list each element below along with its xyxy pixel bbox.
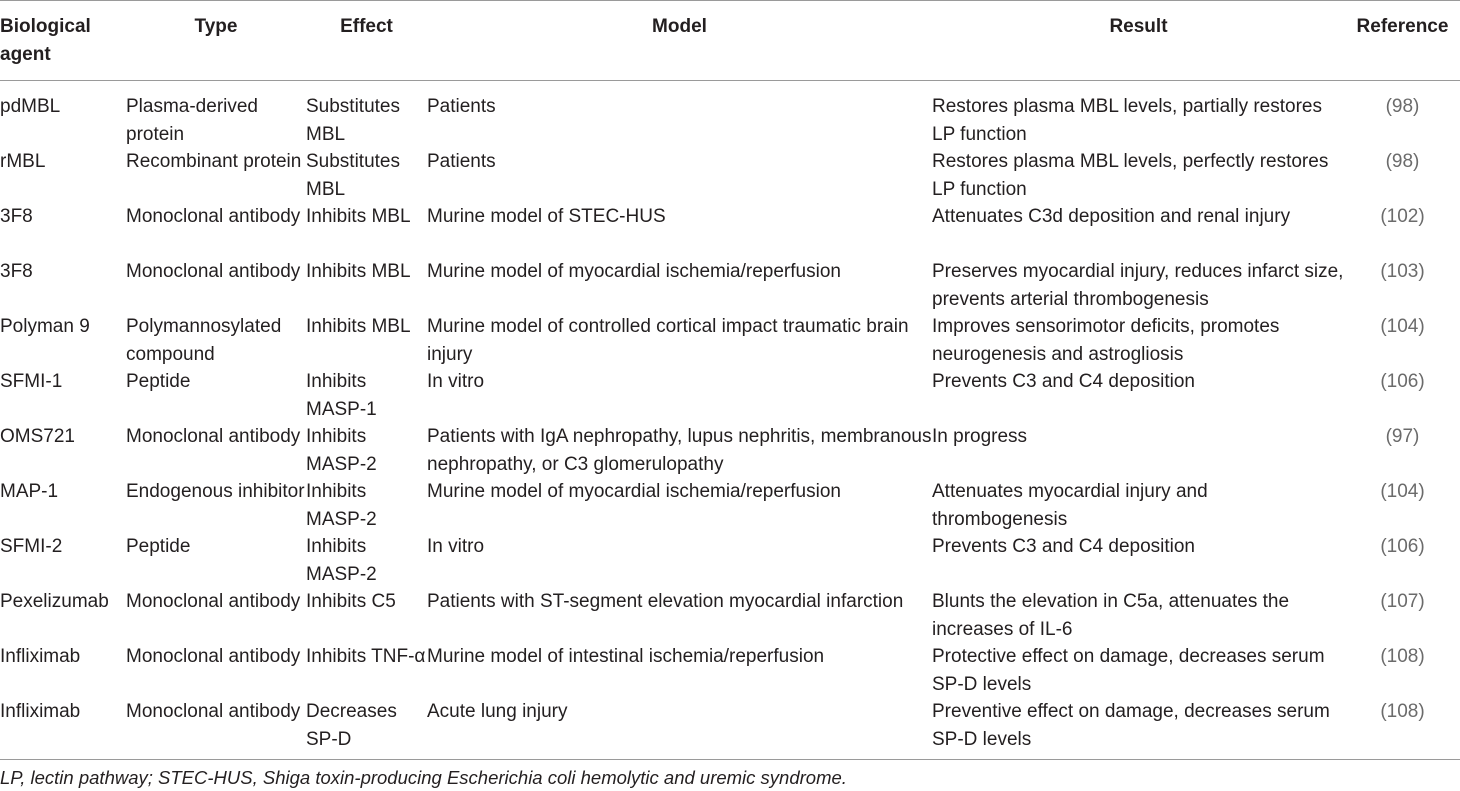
cell-effect: Substitutes MBL — [306, 96, 400, 145]
table-footnote: LP, lectin pathway; STEC-HUS, Shiga toxin-producing Escherichia coli hemolytic and uremic syndrome. — [0, 767, 847, 788]
cell-result: Blunts the elevation in C5a, attenuates the increases of IL-6 — [932, 591, 1290, 640]
cell-reference-link[interactable]: (97) — [1385, 426, 1420, 447]
cell-model: Murine model of myocardial ischemia/reperfusion — [427, 481, 841, 502]
cell-type: Peptide — [126, 371, 191, 392]
cell-result: Restores plasma MBL levels, perfectly restores LP function — [932, 151, 1329, 200]
header-result: Result — [932, 1, 1345, 81]
cell-result: Preventive effect on damage, decreases serum SP-D levels — [932, 701, 1330, 750]
cell-agent: Infliximab — [0, 701, 81, 722]
cell-model: In vitro — [427, 371, 485, 392]
cell-reference-link[interactable]: (106) — [1380, 536, 1425, 557]
cell-agent: Polyman 9 — [0, 316, 90, 337]
cell-type: Monoclonal antibody — [126, 426, 301, 447]
header-model: Model — [427, 1, 932, 81]
cell-result: Preserves myocardial injury, reduces infarct size, prevents arterial thrombogenesis — [932, 261, 1344, 310]
cell-type: Monoclonal antibody — [126, 591, 301, 612]
table-row — [0, 81, 1460, 149]
cell-model: Murine model of intestinal ischemia/reperfusion — [427, 646, 825, 667]
table-row — [0, 698, 1460, 761]
table-row — [0, 313, 1460, 368]
header-effect: Effect — [306, 1, 427, 81]
table-row — [0, 478, 1460, 533]
cell-agent: pdMBL — [0, 96, 61, 117]
cell-model: Patients — [427, 151, 496, 172]
cell-reference-link[interactable]: (108) — [1380, 646, 1425, 667]
header-reference: Reference — [1345, 1, 1460, 81]
cell-effect: Inhibits MBL — [306, 261, 411, 282]
header-agent: Biological agent — [0, 1, 126, 81]
cell-effect: Inhibits C5 — [306, 591, 396, 612]
cell-reference-link[interactable]: (108) — [1380, 701, 1425, 722]
cell-effect: Inhibits TNF-α — [306, 646, 426, 667]
cell-agent: Infliximab — [0, 646, 81, 667]
cell-reference-link[interactable]: (104) — [1380, 316, 1425, 337]
cell-result: Improves sensorimotor deficits, promotes neurogenesis and astrogliosis — [932, 316, 1280, 365]
cell-effect: Decreases SP-D — [306, 701, 397, 750]
cell-type: Recombinant protein — [126, 151, 302, 172]
cell-result: Prevents C3 and C4 deposition — [932, 536, 1195, 557]
cell-agent: SFMI-2 — [0, 536, 63, 557]
cell-model: Acute lung injury — [427, 701, 568, 722]
cell-reference-link[interactable]: (107) — [1380, 591, 1425, 612]
cell-model: Patients with ST-segment elevation myocardial infarction — [427, 591, 904, 612]
cell-effect: Inhibits MBL — [306, 206, 411, 227]
cell-result: Restores plasma MBL levels, partially restores LP function — [932, 96, 1322, 145]
cell-agent: rMBL — [0, 151, 46, 172]
header-row — [0, 1, 1460, 81]
cell-reference-link[interactable]: (103) — [1380, 261, 1425, 282]
cell-agent: Pexelizumab — [0, 591, 109, 612]
cell-reference-link[interactable]: (102) — [1380, 206, 1425, 227]
cell-agent: MAP-1 — [0, 481, 59, 502]
table-row — [0, 368, 1460, 423]
table-row — [0, 258, 1460, 313]
table-row — [0, 643, 1460, 698]
cell-model: In vitro — [427, 536, 485, 557]
cell-type: Monoclonal antibody — [126, 646, 301, 667]
cell-reference-link[interactable]: (98) — [1385, 96, 1420, 117]
cell-reference-link[interactable]: (98) — [1385, 151, 1420, 172]
cell-type: Monoclonal antibody — [126, 261, 301, 282]
cell-agent: SFMI-1 — [0, 371, 63, 392]
cell-effect: Inhibits MASP-2 — [306, 536, 377, 585]
cell-type: Endogenous inhibitor — [126, 481, 305, 502]
cell-effect: Substitutes MBL — [306, 151, 400, 200]
cell-model: Patients — [427, 96, 496, 117]
cell-type: Plasma-derived protein — [126, 96, 258, 145]
cell-agent: 3F8 — [0, 206, 33, 227]
cell-reference-link[interactable]: (106) — [1380, 371, 1425, 392]
table-row — [0, 148, 1460, 203]
table-row — [0, 533, 1460, 588]
cell-type: Peptide — [126, 536, 191, 557]
cell-type: Polymannosylated compound — [126, 316, 282, 365]
cell-type: Monoclonal antibody — [126, 701, 301, 722]
table-row — [0, 423, 1460, 478]
cell-effect: Inhibits MASP-2 — [306, 481, 377, 530]
cell-result: Protective effect on damage, decreases serum SP-D levels — [932, 646, 1325, 695]
cell-agent: 3F8 — [0, 261, 33, 282]
table-row — [0, 588, 1460, 643]
cell-model: Murine model of controlled cortical impact traumatic brain injury — [427, 316, 909, 365]
cell-result: In progress — [932, 426, 1028, 447]
cell-reference-link[interactable]: (104) — [1380, 481, 1425, 502]
cell-result: Prevents C3 and C4 deposition — [932, 371, 1195, 392]
cell-model: Murine model of myocardial ischemia/reperfusion — [427, 261, 841, 282]
cell-effect: Inhibits MASP-2 — [306, 426, 377, 475]
cell-agent: OMS721 — [0, 426, 75, 447]
table-row — [0, 203, 1460, 258]
cell-effect: Inhibits MASP-1 — [306, 371, 377, 420]
cell-model: Patients with IgA nephropathy, lupus nephritis, membranous nephropathy, or C3 glomerulopathy — [427, 426, 932, 475]
cell-type: Monoclonal antibody — [126, 206, 301, 227]
cell-effect: Inhibits MBL — [306, 316, 411, 337]
cell-result: Attenuates C3d deposition and renal injury — [932, 206, 1291, 227]
cell-model: Murine model of STEC-HUS — [427, 206, 666, 227]
header-type: Type — [126, 1, 306, 81]
cell-result: Attenuates myocardial injury and thrombogenesis — [932, 481, 1208, 530]
footer-divider — [0, 759, 1460, 760]
